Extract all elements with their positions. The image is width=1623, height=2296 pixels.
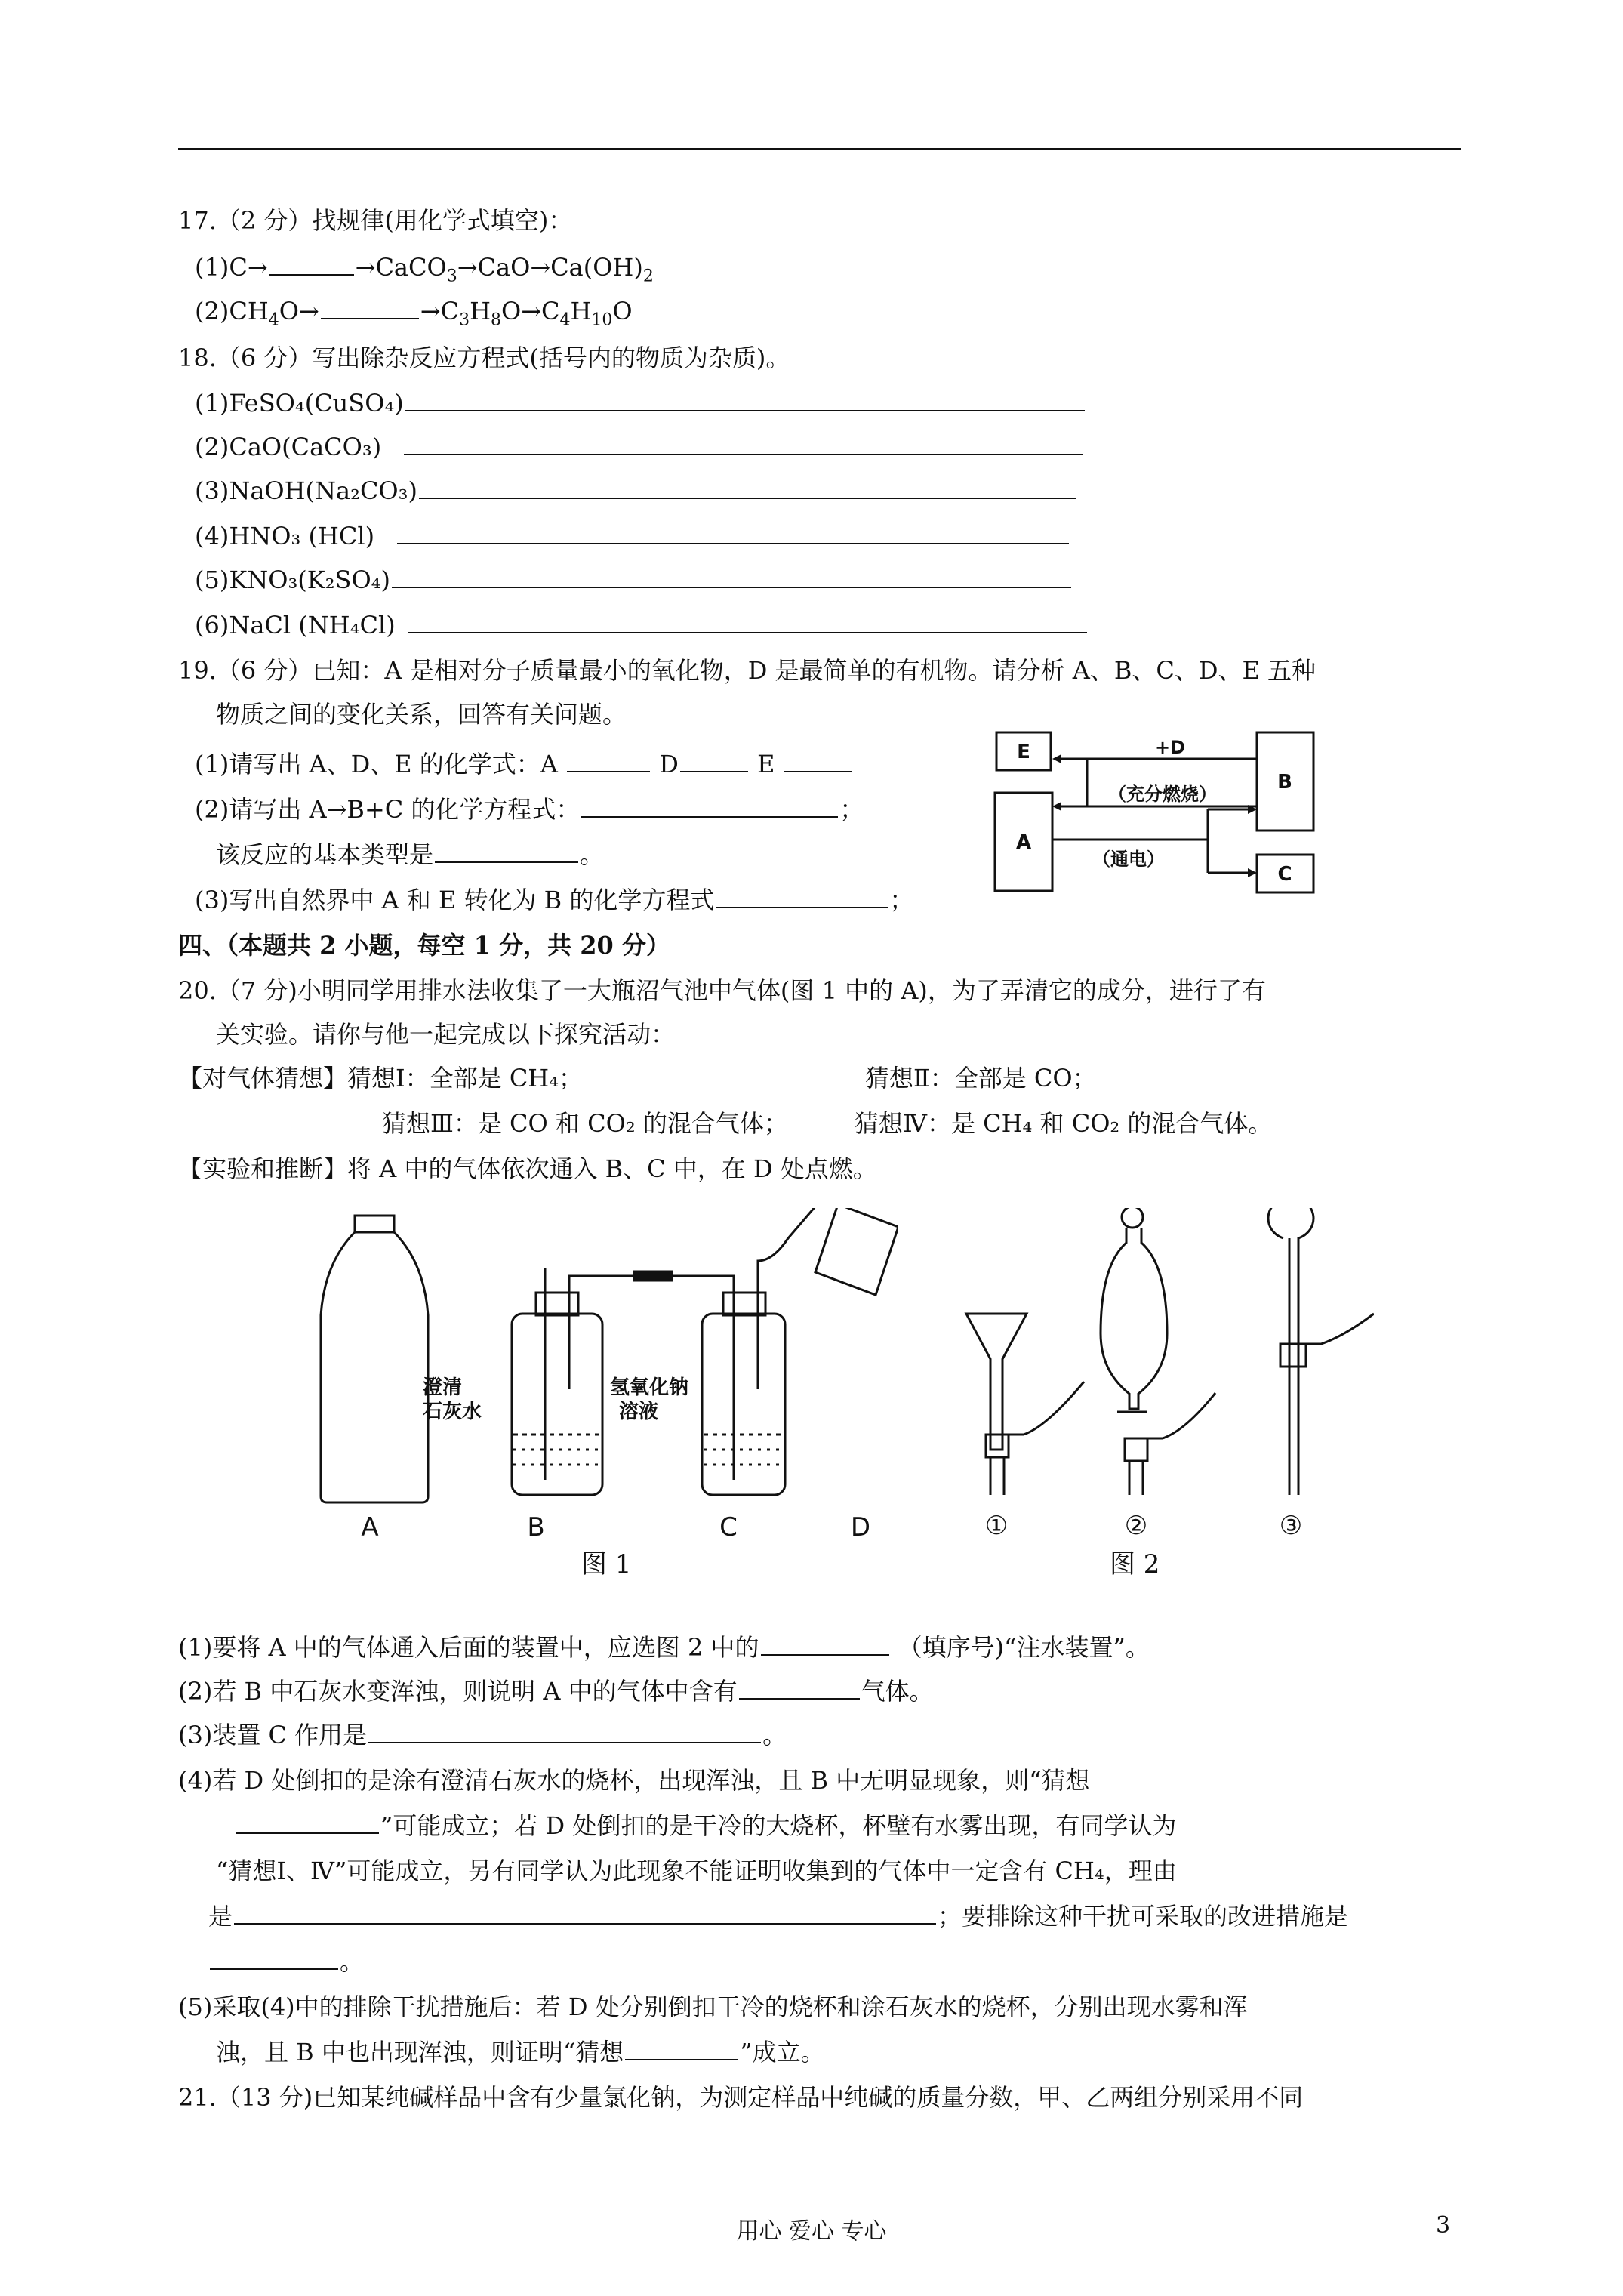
answer-blank[interactable] [419,475,1076,499]
label-c: C [1277,863,1292,886]
stopper-2 [1122,1208,1143,1228]
q20-part2: (2)若 B 中石灰水变浑浊，则说明 A 中的气体中含有 气体。 [178,1677,934,1706]
q18-item6: (6)NaCl (NH₄Cl) [195,609,1089,642]
funnel-1 [966,1314,1027,1450]
answer-blank[interactable] [405,387,1085,411]
header-rule [178,148,1461,150]
q20-guess1: 【对气体猜想】猜想Ⅰ：全部是 CH₄； [178,1064,584,1093]
answer-blank[interactable] [404,431,1083,455]
label-plus-d: +D [1154,737,1186,758]
answer-blank[interactable] [739,1675,860,1700]
q18-item1: (1)FeSO₄(CuSO₄) [195,387,1086,420]
figure-2-injection-devices [951,1208,1374,1540]
q18-item2: (2)CaO(CaCO₃) [195,430,1085,464]
q20-part5-line2: 浊，且 B 中也出现浑浊，则证明“猜想 ”成立。 [216,2038,825,2066]
q20-guess4: 猜想Ⅳ：是 CH₄ 和 CO₂ 的混合气体。 [855,1109,1273,1138]
q19-line6: (3)写出自然界中 A 和 E 转化为 B 的化学方程式 ； [195,886,914,914]
answer-blank[interactable] [625,2036,738,2060]
answer-blank[interactable] [236,1810,379,1834]
answer-blank[interactable] [234,1900,936,1925]
q18-item4: (4)HNO₃ (HCl) [195,519,1070,553]
q19-line5: 该反应的基本类型是 。 [216,840,605,869]
answer-blank[interactable] [567,748,650,772]
answer-blank[interactable] [321,295,419,319]
answer-blank[interactable] [210,1946,338,1970]
label-naoh-2: 溶液 [619,1401,659,1423]
label-limewater-1: 澄清 [423,1376,463,1399]
answer-blank[interactable] [761,1632,889,1656]
figure-1-apparatus [310,1208,898,1540]
q17-line2: $(2)CH_4O\to \to C_3H_8O\to C_4H_{10}O$ [195,297,633,330]
answer-blank[interactable] [716,884,888,908]
q20-guess2: 猜想Ⅱ：全部是 CO； [865,1064,1097,1093]
page-number: 3 [1436,2212,1451,2239]
label-b: B [1277,771,1292,794]
wash-bottle-b [512,1314,602,1495]
answer-blank[interactable] [784,748,852,772]
label-a: A [361,1512,379,1540]
q20-experiment: 【实验和推断】将 A 中的气体依次通入 B、C 中，在 D 处点燃。 [178,1154,877,1183]
label-naoh-1: 氢氧化钠 [610,1376,689,1399]
q18-item5: (5)KNO₃(K₂SO₄) [195,563,1073,596]
wash-bottle-c [702,1314,785,1495]
section-4-heading: 四、（本题共 2 小题，每空 1 分，共 20 分） [178,931,670,960]
q20-part4-line4: 是 ；要排除这种干扰可采取的改进措施是 [208,1902,1349,1931]
q20-part4-line3: “猜想Ⅰ、Ⅳ”可能成立，另有同学认为此现象不能证明收集到的气体中一定含有 CH₄，理由 [216,1857,1177,1885]
answer-blank[interactable] [408,609,1087,633]
q17-line1: $(1)C\to \to CaCO_3\to CaO\to Ca(OH)_2$ [195,253,654,286]
q18-title: 18.（6 分）写出除杂反应方程式(括号内的物质为杂质)。 [178,344,790,372]
label-limewater-2: 石灰水 [423,1401,482,1423]
answer-blank[interactable] [392,564,1071,588]
q17-title: 17.（2 分）找规律(用化学式填空)： [178,206,573,235]
q20-part4-line5: 。 [208,1945,364,1978]
inverted-beaker-d [815,1208,898,1295]
q19-line1: 19.（6 分）已知：A 是相对分子质量最小的氧化物，D 是最简单的有机物。请分析 A、B、C、D、E 五种 [178,656,1317,685]
label-3: ③ [1279,1511,1303,1540]
answer-blank[interactable] [269,251,354,276]
q20-line2: 关实验。请你与他一起完成以下探究活动： [216,1020,676,1049]
figure-2-caption: 图 2 [1110,1549,1160,1579]
label-e: E [1017,741,1030,763]
q20-part5-line1: (5)采取(4)中的排除干扰措施后：若 D 处分别倒扣干冷的烧杯和涂石灰水的烧杯，分别出现水雾和浑 [178,1992,1248,2021]
q20-part1: (1)要将 A 中的气体通入后面的装置中，应选图 2 中的 （填序号)“注水装置”。 [178,1633,1150,1662]
q19-line2: 物质之间的变化关系，回答有关问题。 [216,700,627,729]
q19-line4: (2)请写出 A→B+C 的化学方程式： ； [195,795,864,824]
label-a: A [1015,831,1032,854]
label-d: D [850,1512,871,1540]
figure-1-caption: 图 1 [581,1549,632,1579]
q20-part3: (3)装置 C 作用是 。 [178,1721,787,1749]
q19-line3: (1)请写出 A、D、E 的化学式：A D E [195,747,854,781]
q20-line1: 20.（7 分)小明同学用排水法收集了一大瓶沼气池中气体(图 1 中的 A)，为了弄清它的成分，进行了有 [178,976,1266,1005]
q20-guess3: 猜想Ⅲ：是 CO 和 CO₂ 的混合气体； [382,1109,788,1138]
label-b: B [527,1512,545,1540]
answer-blank[interactable] [680,748,748,772]
label-elec: （通电） [1092,849,1165,870]
answer-blank[interactable] [581,794,838,818]
answer-blank[interactable] [368,1719,761,1743]
label-2: ② [1124,1511,1148,1540]
label-burn: （充分燃烧） [1108,784,1217,805]
q21-line1: 21.（13 分)已知某纯碱样品中含有少量氯化钠，为测定样品中纯碱的质量分数，甲、乙两组分别采用不同 [178,2083,1304,2112]
q20-part4-line1: (4)若 D 处倒扣的是涂有澄清石灰水的烧杯，出现浑浊，且 B 中无明显现象，则“猜想 [178,1766,1090,1795]
q18-item3: (3)NaOH(Na₂CO₃) [195,474,1077,507]
q20-part4-line2: ”可能成立；若 D 处倒扣的是干冷的大烧杯，杯壁有水雾出现，有同学认为 [234,1809,1176,1842]
answer-blank[interactable] [397,520,1069,544]
q19-relation-diagram [989,725,1321,898]
label-c: C [719,1512,738,1540]
page-footer: 用心 爱心 专心 [736,2218,887,2245]
separatory-funnel-2 [1101,1228,1167,1409]
bottle-a [321,1216,428,1502]
label-1: ① [984,1511,1009,1540]
answer-blank[interactable] [435,839,578,863]
